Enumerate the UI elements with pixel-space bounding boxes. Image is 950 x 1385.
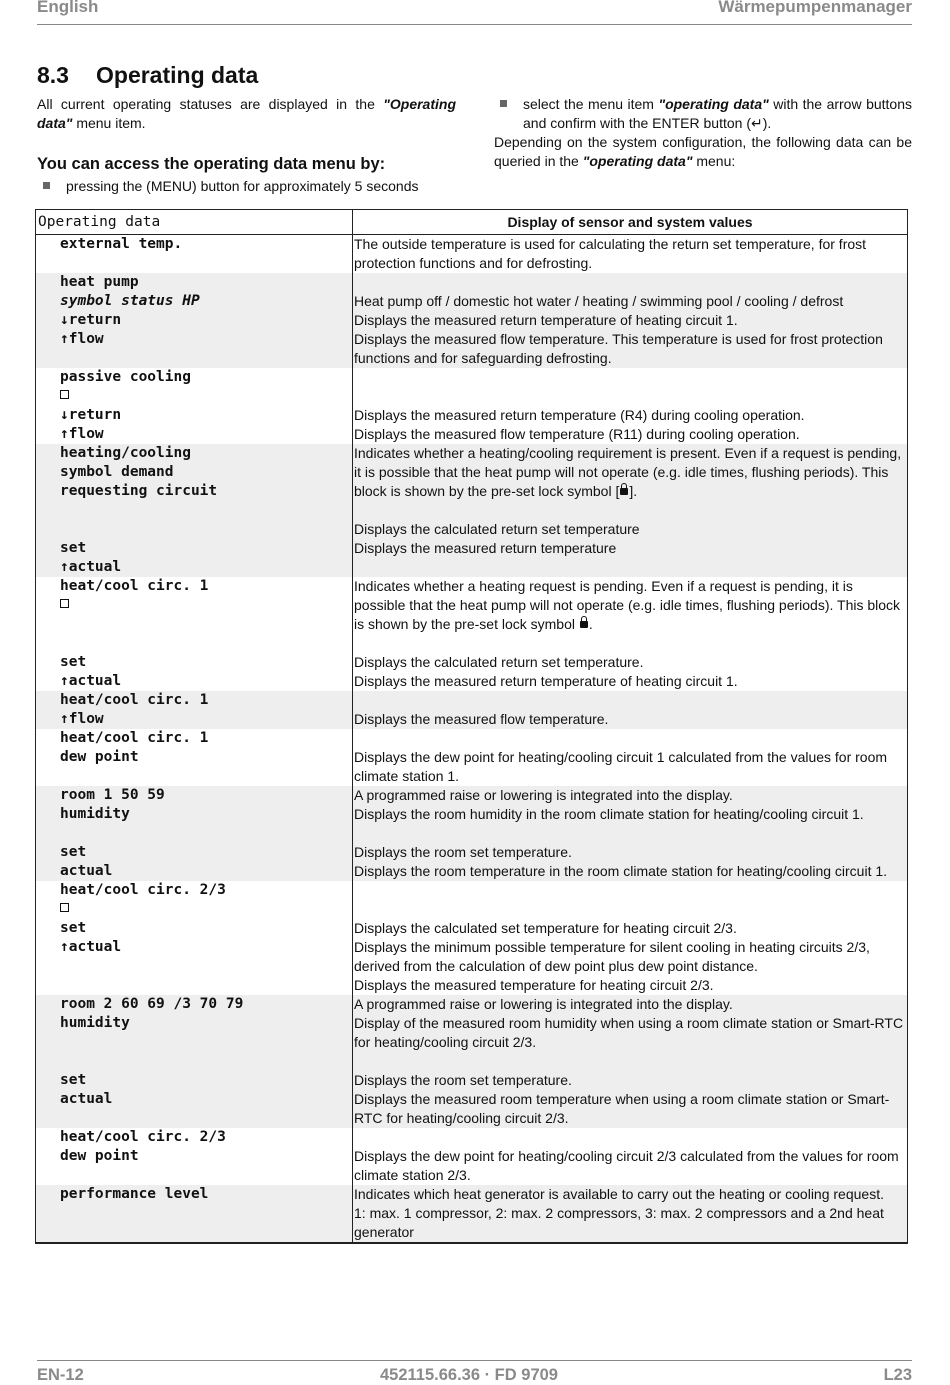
column-header-display: Display of sensor and system values [353, 210, 908, 235]
display-line [60, 615, 352, 634]
description-text [354, 387, 904, 406]
display-line: heat/cool circ. 2/3 [60, 882, 226, 898]
display-line: ↑actual [60, 939, 122, 955]
description-text: Displays the dew point for heating/cooling circuit 2/3 calculated from the values for room climate station 2/3. [354, 1148, 899, 1183]
description-text [354, 368, 904, 387]
description-text [354, 273, 904, 292]
description-text [354, 691, 904, 710]
section-number: 8.3 [37, 62, 69, 88]
access-bullet-menu: pressing the (MENU) button for approximately 5 seconds [37, 177, 456, 196]
display-line: heat pump [60, 274, 139, 290]
description-text: Displays the measured return temperature [354, 540, 617, 556]
description-text: Displays the measured temperature for heating circuit 2/3. [354, 977, 714, 993]
display-line [60, 1052, 352, 1071]
display-line: room 1 50 59 [60, 787, 165, 803]
description-text: Displays the room set temperature. [354, 844, 572, 860]
display-line: actual [60, 863, 113, 879]
table-row [36, 1128, 907, 1185]
description-text [354, 824, 904, 843]
intro-paragraph: All current operating statuses are displayed in the "Operating data" menu item. [37, 96, 456, 131]
footer-page-number: EN-12 [37, 1366, 84, 1384]
square-symbol-icon [60, 599, 69, 608]
table-row [36, 881, 907, 995]
intro-term: "Operating data" [37, 96, 456, 131]
description-text [354, 1052, 904, 1071]
display-line: heating/cooling [60, 445, 191, 461]
intro-column-left [37, 95, 456, 196]
display-line: ↑actual [60, 673, 122, 689]
footer-code: L23 [883, 1366, 912, 1384]
table-row [36, 444, 907, 577]
display-line: heat/cool circ. 2/3 [60, 1129, 226, 1145]
intro-column-right [494, 95, 912, 171]
display-line: symbol status HP [60, 293, 200, 309]
display-line [60, 1033, 352, 1052]
display-line [60, 596, 352, 615]
description-text: Displays the measured flow temperature. [354, 711, 609, 727]
footer-document-id: 452115.66.36 · FD 9709 [380, 1366, 558, 1384]
description-text: Displays the room humidity in the room climate station for heating/cooling circuit 1. [354, 806, 864, 822]
display-line [60, 634, 352, 653]
display-line [60, 900, 352, 919]
display-line: performance level [60, 1186, 209, 1202]
config-paragraph: Depending on the system configuration, the following data can be queried in the "operating data" menu: [494, 134, 912, 169]
display-line: humidity [60, 1015, 130, 1031]
description-text [354, 634, 904, 653]
lock-icon [580, 621, 588, 628]
description-text: Displays the measured flow temperature (R11) during cooling operation. [354, 426, 800, 442]
square-symbol-icon [60, 903, 69, 912]
description-text: Displays the dew point for heating/cooling circuit 1 calculated from the values for room climate station 1. [354, 749, 888, 784]
description-text [354, 729, 904, 748]
lock-icon [620, 488, 628, 495]
description-text: Displays the calculated return set temperature [354, 521, 640, 537]
description-text: Displays the minimum possible temperature for silent cooling in heating circuits 2/3, derived from the calculation of dew point plus dew point distance. [354, 939, 870, 974]
display-line: passive cooling [60, 369, 191, 385]
description-text [354, 881, 904, 900]
display-line: symbol demand [60, 464, 174, 480]
description-text [354, 900, 904, 919]
display-line [60, 520, 352, 539]
description-text: Indicates which heat generator is available to carry out the heating or cooling request. [354, 1186, 884, 1202]
page-footer [37, 1360, 912, 1384]
description-text: Displays the measured return temperature of heating circuit 1. [354, 312, 738, 328]
description-text: Indicates whether a heating/cooling requirement is present. Even if a request is pending, it is possible that the heat pump will not operate (e.g. idle times, flushing periods). This block is shown by the pre-set lock symbol [ ]. [354, 445, 902, 499]
description-text: Display of the measured room humidity when using a room climate station or Smart-RTC for heating/cooling circuit 2/3. [354, 1015, 904, 1050]
column-header-operating-data: Operating data [36, 210, 353, 235]
description-text: Displays the room temperature in the room climate station for heating/cooling circuit 1. [354, 863, 888, 879]
display-line: ↓return [60, 407, 122, 423]
display-line: ↑actual [60, 559, 122, 575]
square-bullet-icon [43, 182, 50, 189]
section-title-text: Operating data [96, 62, 259, 88]
display-line: heat/cool circ. 1 [60, 578, 209, 594]
operating-data-table [36, 210, 907, 1243]
table-row [36, 577, 907, 691]
square-bullet-icon [500, 100, 507, 107]
table-row [36, 729, 907, 786]
description-text: Displays the room set temperature. [354, 1072, 572, 1088]
display-line [60, 501, 352, 520]
description-text: A programmed raise or lowering is integrated into the display. [354, 996, 733, 1012]
display-line: dew point [60, 1148, 139, 1164]
description-text: Displays the measured flow temperature. This temperature is used for frost protection functions and for safeguarding defrosting. [354, 331, 883, 366]
display-line: heat/cool circ. 1 [60, 730, 209, 746]
description-text: A programmed raise or lowering is integrated into the display. [354, 787, 733, 803]
table-header-row [36, 210, 907, 235]
table-row [36, 786, 907, 881]
description-text: 1: max. 1 compressor, 2: max. 2 compressors, 3: max. 2 compressors and a 2nd heat generator [354, 1205, 884, 1240]
table-row [36, 1185, 907, 1243]
display-line: set [60, 654, 87, 670]
display-line: requesting circuit [60, 483, 218, 499]
description-text: Displays the measured return temperature of heating circuit 1. [354, 673, 738, 689]
description-text: The outside temperature is used for calculating the return set temperature, for frost protection functions and for defrosting. [354, 236, 867, 271]
display-line: humidity [60, 806, 130, 822]
display-line: dew point [60, 749, 139, 765]
description-text [354, 501, 904, 520]
table-row [36, 235, 907, 274]
display-line: ↑flow [60, 711, 104, 727]
description-text: Displays the calculated return set temperature. [354, 654, 644, 670]
display-line: ↑flow [60, 331, 104, 347]
access-heading: You can access the operating data menu by: [37, 155, 386, 173]
table-row [36, 995, 907, 1128]
description-text: Displays the calculated set temperature for heating circuit 2/3. [354, 920, 737, 936]
square-symbol-icon [60, 390, 69, 399]
page-header [37, 0, 912, 25]
table-row [36, 691, 907, 729]
header-language: English [37, 0, 99, 16]
display-line [60, 824, 352, 843]
table-row [36, 368, 907, 444]
description-text: Displays the measured room temperature when using a room climate station or Smart-RTC for heating/cooling circuit 2/3. [354, 1091, 890, 1126]
display-line [60, 387, 352, 406]
section-title [37, 62, 258, 89]
display-line: ↓return [60, 312, 122, 328]
display-line: set [60, 844, 87, 860]
header-product: Wärmepumpenmanager [718, 0, 912, 16]
display-line: room 2 60 69 /3 70 79 [60, 996, 244, 1012]
display-line: heat/cool circ. 1 [60, 692, 209, 708]
display-line: set [60, 1072, 87, 1088]
display-line: actual [60, 1091, 113, 1107]
description-text: Displays the measured return temperature (R4) during cooling operation. [354, 407, 805, 423]
description-text [354, 1128, 904, 1147]
display-line: set [60, 540, 87, 556]
display-line: ↑flow [60, 426, 104, 442]
description-text: Indicates whether a heating request is pending. Even if a request is pending, it is possible that the heat pump will not operate (e.g. idle times, flushing periods). This block is shown by the pre-set lock symbol . [354, 578, 901, 632]
access-bullet-select: select the menu item "operating data" with the arrow buttons and confirm with the ENTER button (↵). [494, 95, 912, 133]
table-row [36, 273, 907, 368]
display-line: external temp. [60, 236, 183, 252]
description-text: Heat pump off / domestic hot water / heating / swimming pool / cooling / defrost [354, 293, 844, 309]
display-line: set [60, 920, 87, 936]
